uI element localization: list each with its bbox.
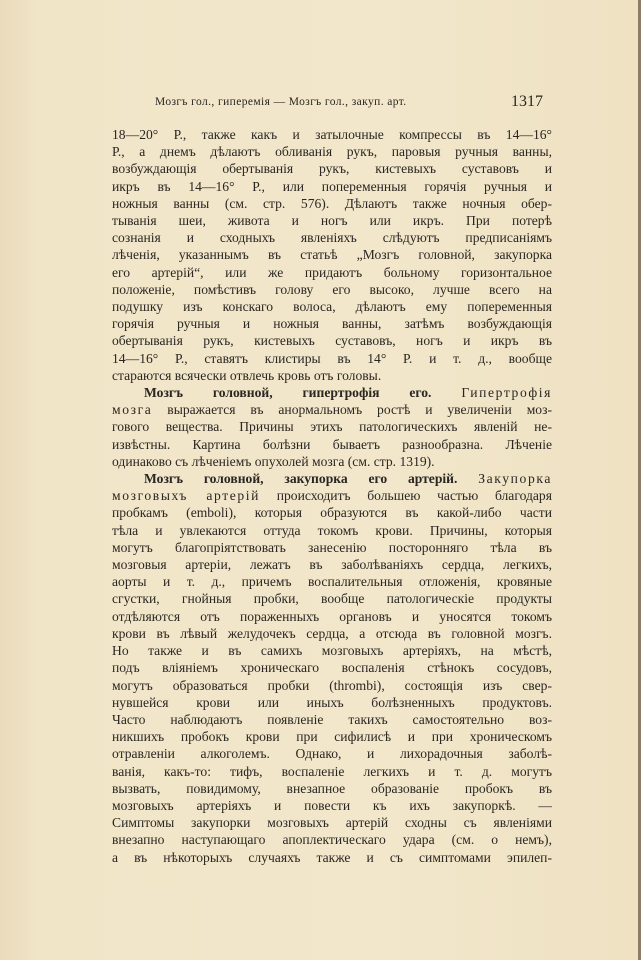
text-line: могутъ благопріятствовать занесенію посторонняго тѣла въ xyxy=(112,539,552,555)
text-line: сгустки, гнойныя пробки, вообще патологическіе продукты xyxy=(112,591,552,607)
entry-heading-line xyxy=(112,384,552,401)
text-line: ванія, какъ-то: тифъ, воспаленіе легкихъ и т. д. могутъ xyxy=(112,763,552,779)
text-line: стараются всячески отвлечь кровь отъ головы. xyxy=(112,367,382,383)
text-line: лѣченія, указаннымъ въ статьѣ „Мозгъ головной, закупорка xyxy=(112,247,552,263)
page-number: 1317 xyxy=(511,93,543,110)
entry-title-occlusion: Мозгъ головной, закупорка его артерій. xyxy=(144,471,458,487)
entry-title-hypertrophy: Мозгъ головной, гипертрофія его. xyxy=(144,385,432,401)
text-line: Симптомы закупорки мозговыхъ артерій сходны съ явленіями xyxy=(112,815,552,831)
paragraph-artery-occlusion xyxy=(112,470,552,866)
paragraph-hypertrophy xyxy=(112,384,552,470)
text-line: тыванія шеи, живота и ногъ или икръ. При потерѣ xyxy=(112,213,552,229)
text-line: мозговыя артеріи, лежатъ въ заболѣваніяхъ сердца, легкихъ, xyxy=(112,557,552,573)
text-line: мозговыхъ артеріяхъ и повести къ ихъ закупоркѣ. — xyxy=(112,797,552,813)
text-line: могутъ образоваться пробки (thrombi), состоящія изъ свер- xyxy=(112,677,552,693)
text-line: вызвать, повидимому, внезапное образованіе пробокъ въ xyxy=(112,780,552,796)
text-fragment: происходитъ большею частью благодаря xyxy=(276,488,552,504)
text-line: гового вещества. Причины этихъ патологическихъ явленій не- xyxy=(112,419,552,435)
text-line: подъ вліяніемъ хроническаго воспаленія стѣнокъ сосудовъ, xyxy=(112,660,552,676)
text-line: положеніе, помѣстивъ голову его высоко, лучше всего на xyxy=(112,281,552,297)
entry-heading-line xyxy=(112,470,552,487)
entry-keyword: Гипертрофія xyxy=(461,385,552,401)
text-line: а въ нѣкоторыхъ случаяхъ также и съ симптомами эпилеп- xyxy=(112,849,552,865)
text-line: отдѣляются отъ пораженныхъ органовъ и уносятся токомъ xyxy=(112,608,552,624)
text-line xyxy=(112,401,552,418)
page-header xyxy=(155,93,545,112)
text-line: нувшейся крови или иныхъ болѣзненныхъ продуктовъ. xyxy=(112,694,552,710)
text-line: Р., а днемъ дѣлаютъ обливанія рукъ, паровыя ручныя ванны, xyxy=(112,144,552,160)
text-line: одинаково съ лѣченіемъ опухолей мозга (см. стр. 1319). xyxy=(112,453,435,469)
entry-keyword: Закупорка xyxy=(478,471,552,487)
text-line: ножныя ванны (см. стр. 576). Дѣлаютъ также ночныя обер- xyxy=(112,195,552,211)
text-line: сознанія и сходныхъ явленіяхъ слѣдуютъ предписаніямъ xyxy=(112,230,552,246)
entry-keyword: мозга xyxy=(112,402,153,418)
entry-keyword: мозговыхъ артерій xyxy=(112,488,261,504)
text-line: 14—16° Р., ставятъ клистиры въ 14° Р. и т. д., вообще xyxy=(112,350,552,366)
text-fragment: выражается въ анормальномъ ростѣ и увеличеніи моз- xyxy=(167,402,552,418)
text-line: извѣстны. Картина болѣзни бываетъ разнообразна. Лѣченіе xyxy=(112,436,552,452)
text-line: возбуждающія обертыванія рукъ, кистевыхъ суставовъ и xyxy=(112,161,552,177)
text-line: аорты и т. д., причемъ воспалительныя отложенія, кровяные xyxy=(112,574,552,590)
article-body xyxy=(112,126,552,866)
text-line: крови въ лѣвый желудочекъ сердца, а отсюда въ головной мозгъ. xyxy=(112,625,552,641)
text-line: Часто наблюдаютъ появленіе такихъ самостоятельно воз- xyxy=(112,711,552,727)
text-line xyxy=(112,487,552,504)
text-line: 18—20° Р., также какъ и затылочные компрессы въ 14—16° xyxy=(112,127,552,142)
paragraph-hyperemia-treatment xyxy=(112,126,552,384)
text-line: тѣла и увлекаются оттуда токомъ крови. Причины, которыя xyxy=(112,522,552,538)
text-line: пробкамъ (emboli), которыя образуются въ какой-либо части xyxy=(112,505,552,521)
text-line: подушку изъ конскаго волоса, дѣлаютъ ему попеременныя xyxy=(112,299,552,315)
text-line: горячія ручныя и ножныя ванны, затѣмъ возбуждающія xyxy=(112,316,552,332)
text-line: его артерій“, или же придаютъ больному горизонтальное xyxy=(112,264,552,280)
text-line: отравленіи алкоголемъ. Однако, и лихорадочныя заболѣ- xyxy=(112,746,552,762)
text-line: икръ въ 14—16° Р., или попеременныя горячія ручныя и xyxy=(112,178,552,194)
text-line: никшихъ пробокъ крови при сифилисѣ и при хроническомъ xyxy=(112,729,552,745)
running-head: Мозгъ гол., гиперемія — Мозгъ гол., закуп. арт. xyxy=(155,96,407,108)
text-line: Но также и въ самихъ мозговыхъ артеріяхъ, на мѣстѣ, xyxy=(112,643,552,659)
text-line: обертыванія рукъ, кистевыхъ суставовъ, ногъ и икръ въ xyxy=(112,333,552,349)
text-line: внезапно наступающаго апоплектическаго удара (см. о немъ), xyxy=(112,832,552,848)
